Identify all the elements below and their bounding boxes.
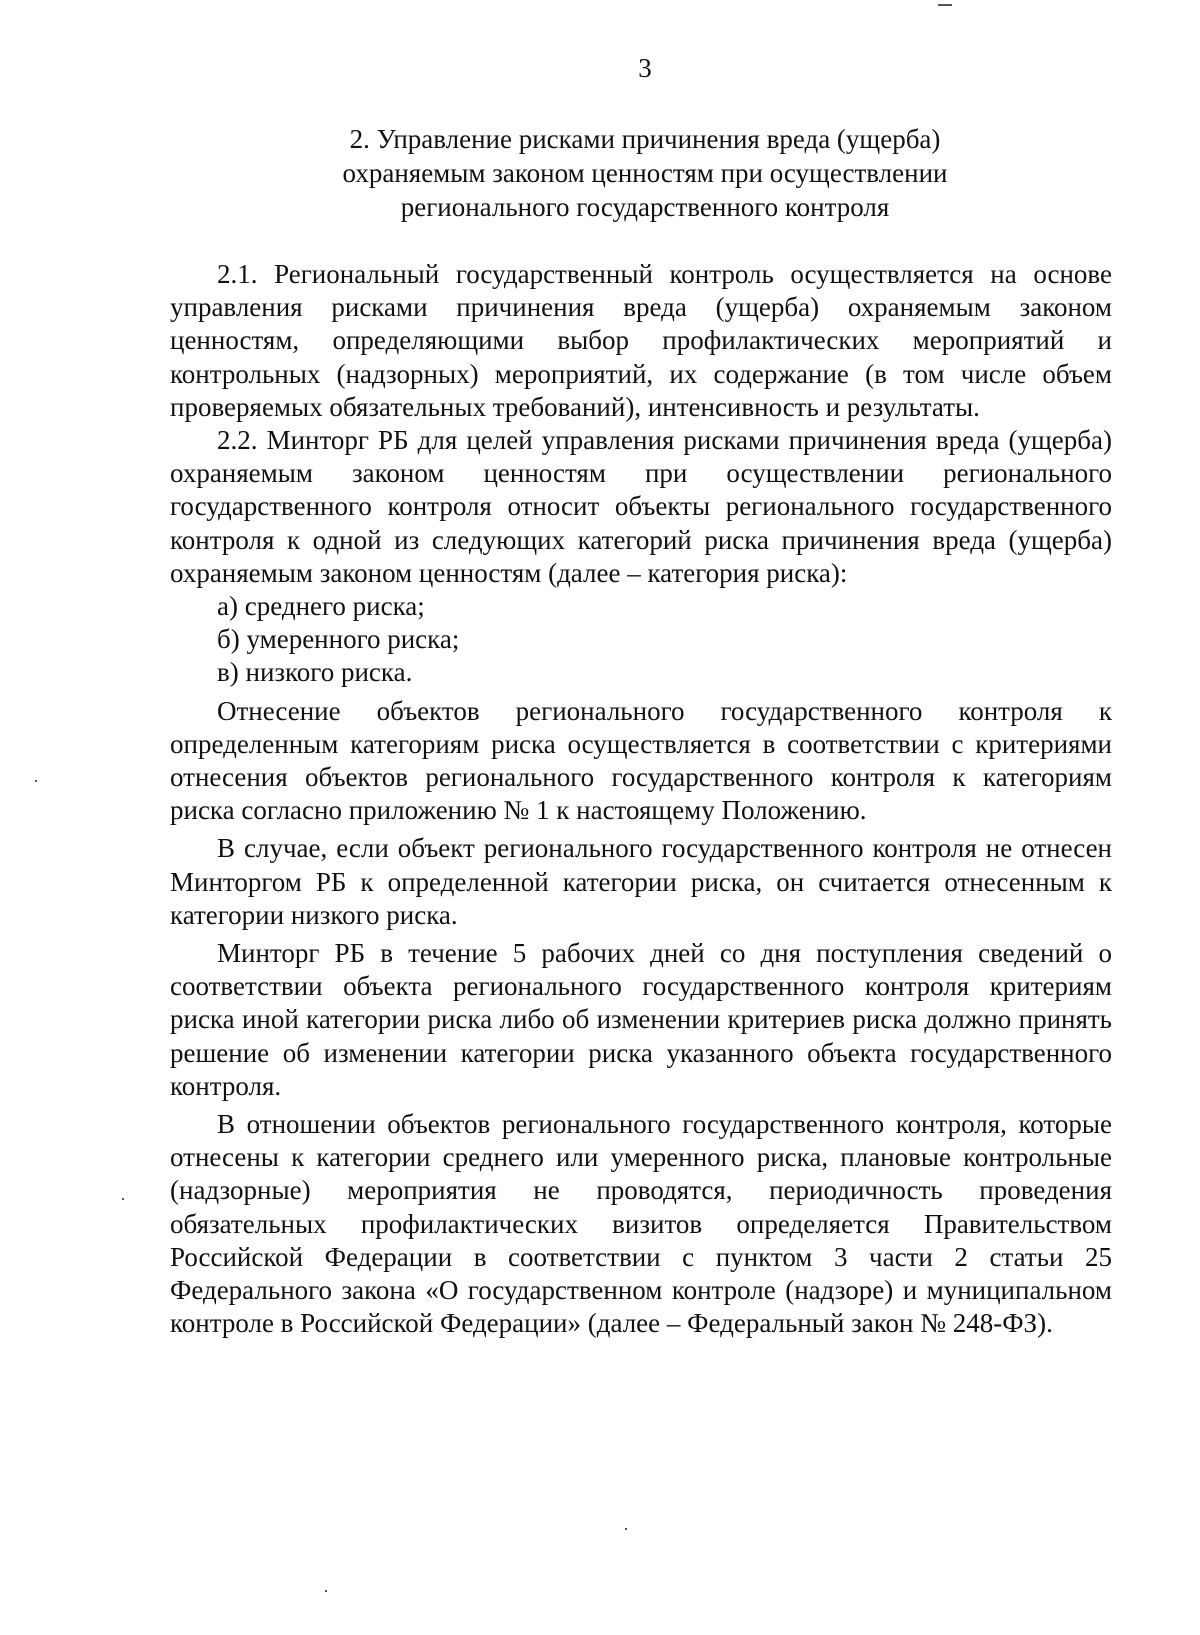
list-item-c: в) низкого риска.: [217, 657, 413, 688]
paragraph-2-2: 2.2. Минторг РБ для целей управления рисками причинения вреда (ущерба) охраняемым законом ценностям при осуществлении регионального государственного контроля относит объекты регионального государственного контроля к одной из следующих категорий риска причинения вреда (ущерба) охраняемым законом ценностям (далее – категория риска):: [170, 425, 1112, 588]
paragraph-default-category: В случае, если объект регионального государственного контроля не отнесен Минторгом РБ к определенной категории риска, он считается отнесенным к категории низкого риска.: [170, 833, 1112, 930]
paragraph-category-change: Минторг РБ в течение 5 рабочих дней со дня поступления сведений о соответствии объекта регионального государственного контроля критериям риска иной категории риска либо об изменении критериев риска должно принять решение об изменении категории риска указанного объекта государственного контроля.: [170, 938, 1112, 1101]
scan-speck: [938, 4, 952, 6]
paragraph-planned-measures: В отношении объектов регионального государственного контроля, которые отнесены к категории среднего или умеренного риска, плановые контрольные (надзорные) мероприятия не проводятся, периодичность проведения обязательных профилактических визитов определяется Правительством Российской Федерации в соответствии с пунктом 3 части 2 статьи 25 Федерального закона «О государственном контроле (надзоре) и муниципальном контроле в Российской Федерации» (далее – Федеральный закон № 248-ФЗ).: [170, 1109, 1112, 1339]
section-heading-line-1: 2. Управление рисками причинения вреда (ущерба): [349, 124, 941, 154]
scan-speck: [35, 780, 37, 782]
list-item-b: б) умеренного риска;: [217, 624, 460, 655]
page-number: 3: [638, 53, 652, 83]
document-body: [170, 258, 1112, 1341]
paragraph-2-1: 2.1. Региональный государственный контроль осуществляется на основе управления рисками причинения вреда (ущерба) охраняемым законом ценностям, определяющими выбор профилактических мероприятий и контрольных (надзорных) мероприятий, их содержание (в том числе объем проверяемых обязательных требований), интенсивность и результаты.: [170, 259, 1112, 422]
scan-speck: [625, 1528, 627, 1530]
section-heading-line-2: охраняемым законом ценностям при осуществлении: [342, 158, 948, 188]
scan-speck: [122, 1198, 124, 1200]
section-heading: [170, 122, 1120, 224]
section-heading-line-3: регионального государственного контроля: [400, 192, 890, 222]
scan-speck: [325, 1590, 327, 1592]
list-item-a: а) среднего риска;: [217, 591, 425, 622]
paragraph-risk-assignment: Отнесение объектов регионального государственного контроля к определенным категориям риска осуществляется в соответствии с критериями отнесения объектов регионального государственного контроля к категориям риска согласно приложению № 1 к настоящему Положению.: [170, 695, 1112, 826]
